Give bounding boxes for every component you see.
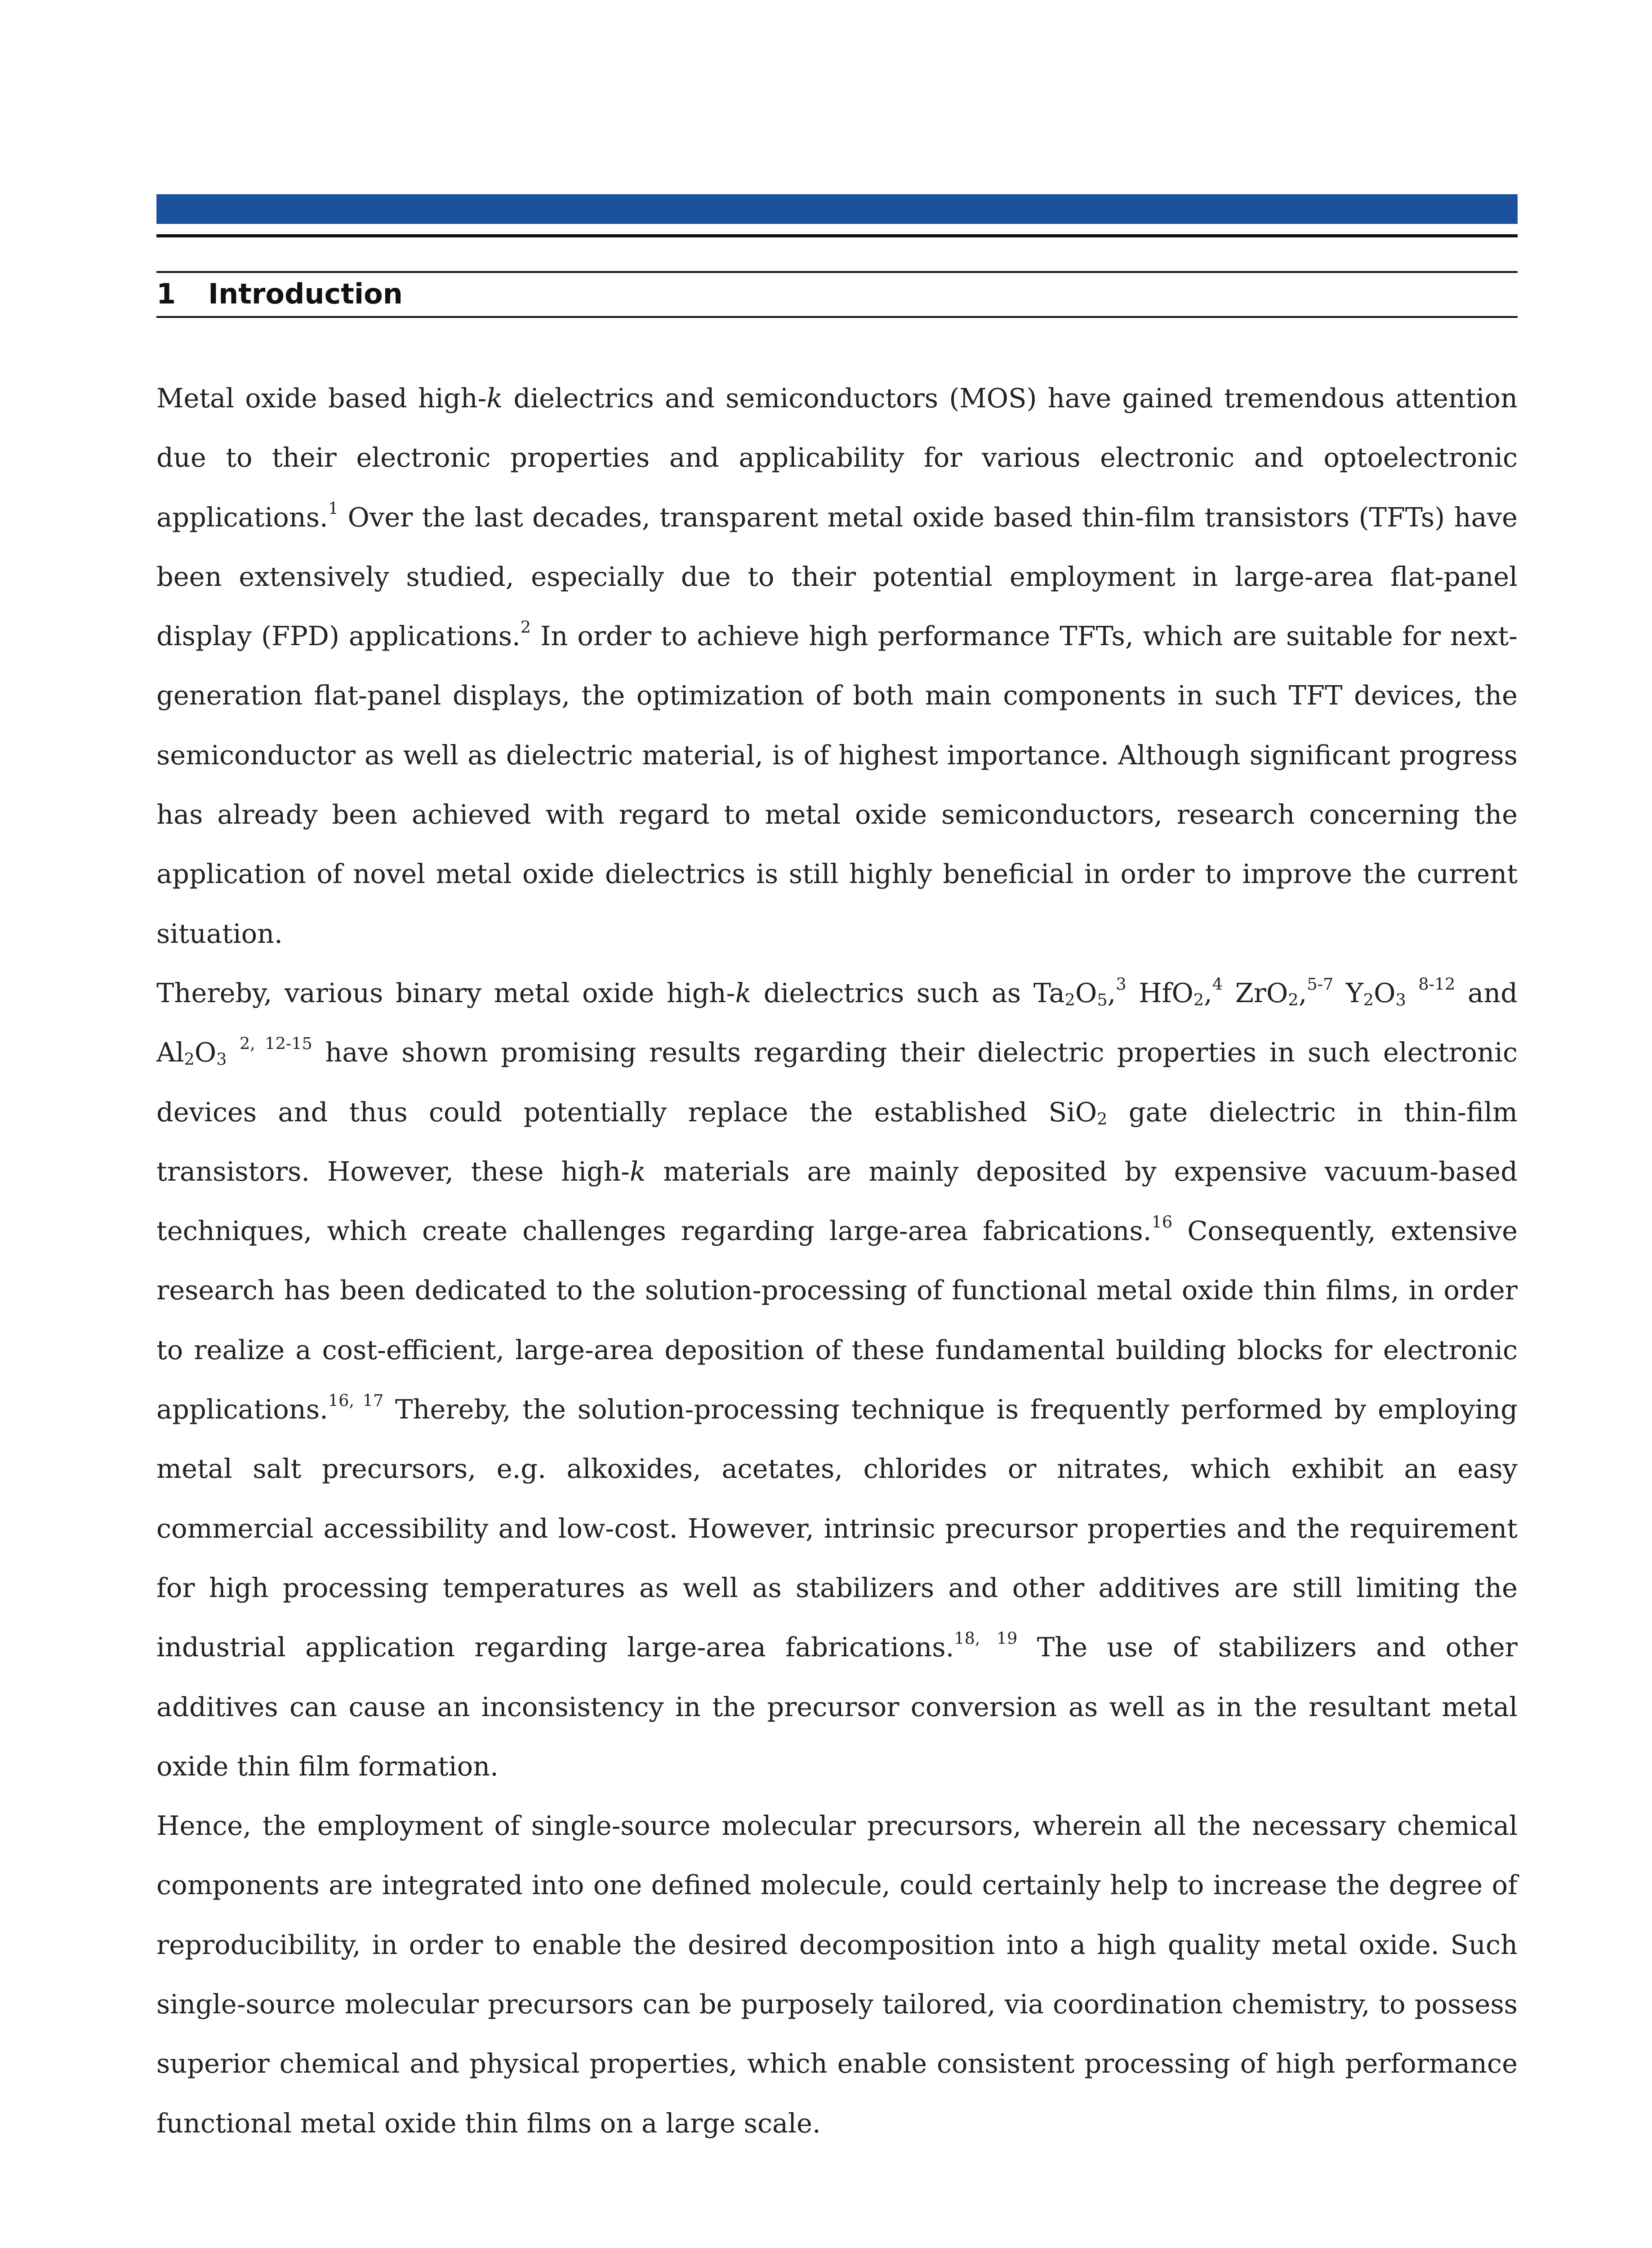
text-run: and Al bbox=[156, 977, 1518, 1068]
text-run: Thereby, various binary metal oxide high- bbox=[156, 977, 735, 1008]
heading-top-rule bbox=[156, 271, 1518, 273]
text-run: Hence, the employment of single-source molecular precursors, wherein all the necessary chemical components are integrated into one defined molecule, could certainly help to increase the degree of reproducibility, in order to enable the desired decomposition into a high quality metal oxide. Such single-source molecular precursors can be purposely tailored, via coordination chemistry, to possess superior chemical and physical properties, which enable consistent processing of high performance functional metal oxide thin films on a large scale. bbox=[156, 1810, 1518, 2139]
text-run: have shown promising results regarding their dielectric properties in such electronic devices and thus could potentially replace the established SiO bbox=[156, 1037, 1518, 1128]
text-run: HfO bbox=[1126, 977, 1193, 1008]
heading-bottom-rule bbox=[156, 316, 1518, 318]
citation-ref: 1 bbox=[328, 499, 339, 518]
subscript: 3 bbox=[216, 1049, 227, 1069]
text-run bbox=[227, 1037, 240, 1068]
paragraph-3 bbox=[156, 1796, 1518, 2153]
text-run: , bbox=[1298, 977, 1307, 1008]
subscript: 2 bbox=[1363, 990, 1374, 1010]
text-run: materials are mainly deposited by expensive vacuum-based techniques, which create challenges regarding large-area fabrications. bbox=[156, 1155, 1518, 1247]
text-run bbox=[1406, 977, 1419, 1008]
subscript: 2 bbox=[1064, 990, 1075, 1010]
text-run: Y bbox=[1333, 977, 1363, 1008]
section-heading bbox=[156, 275, 403, 313]
citation-ref: 18, 19 bbox=[954, 1628, 1018, 1648]
text-run: O bbox=[1374, 977, 1396, 1008]
citation-ref: 8-12 bbox=[1418, 974, 1456, 994]
subscript: 2 bbox=[1193, 990, 1204, 1010]
paragraph-1 bbox=[156, 369, 1518, 963]
text-run: gate dielectric in thin-film transistors. However, these high- bbox=[156, 1096, 1518, 1187]
text-run: O bbox=[1075, 977, 1097, 1008]
italic-k: k bbox=[629, 1155, 646, 1187]
section-title: Introduction bbox=[208, 277, 403, 310]
header-rule-thick bbox=[156, 234, 1518, 237]
text-run: Consequently, extensive research has been dedicated to the solution-processing of functional metal oxide thin films, in order to realize a cost-efficient, large-area deposition of these fundamental building blocks for electronic applications. bbox=[156, 1215, 1518, 1425]
subscript: 5 bbox=[1097, 990, 1108, 1010]
citation-ref: 2 bbox=[520, 617, 531, 637]
italic-k: k bbox=[486, 383, 503, 414]
section-number: 1 bbox=[156, 277, 176, 310]
text-run: Thereby, the solution-processing technique is frequently performed by employing metal salt precursors, e.g. alkoxides, acetates, chlorides or nitrates, which exhibit an easy commercial accessibility and low-cost. However, intrinsic precursor properties and the requirement for high processing temperatures as well as stabilizers and other additives are still limiting the industrial application regarding large-area fabrications. bbox=[156, 1394, 1518, 1663]
subscript: 2 bbox=[1288, 990, 1299, 1010]
subscript: 3 bbox=[1395, 990, 1406, 1010]
paragraph-2 bbox=[156, 963, 1518, 1796]
text-run: ZrO bbox=[1223, 977, 1288, 1008]
subscript: 2 bbox=[1097, 1109, 1108, 1128]
citation-ref: 4 bbox=[1212, 974, 1223, 994]
citation-ref: 5-7 bbox=[1307, 974, 1334, 994]
text-run: , bbox=[1204, 977, 1212, 1008]
text-run: , bbox=[1107, 977, 1116, 1008]
text-run: Over the last decades, transparent metal oxide based thin-film transistors (TFTs) have been extensively studied, especially due to their potential employment in large-area flat-panel display (FPD) applications. bbox=[156, 501, 1518, 652]
header-accent-bar bbox=[156, 194, 1518, 224]
text-run: dielectrics such as Ta bbox=[751, 977, 1065, 1008]
italic-k: k bbox=[735, 977, 752, 1008]
text-run: The use of stabilizers and other additives can cause an inconsistency in the precursor conversion as well as in the resultant metal oxide thin film formation. bbox=[156, 1632, 1518, 1782]
body-text bbox=[156, 369, 1518, 2153]
text-run: Metal oxide based high- bbox=[156, 383, 487, 414]
text-run: In order to achieve high performance TFTs, which are suitable for next-generation flat-panel displays, the optimization of both main components in such TFT devices, the semiconductor as well as dielectric material, is of highest importance. Although significant progress has already been achieved with regard to metal oxide semiconductors, research concerning the application of novel metal oxide dielectrics is still highly beneficial in order to improve the current situation. bbox=[156, 620, 1518, 949]
citation-ref: 3 bbox=[1116, 974, 1127, 994]
citation-ref: 16, 17 bbox=[328, 1391, 384, 1410]
text-run: dielectrics and semiconductors (MOS) have gained tremendous attention due to their electronic properties and applicability for various electronic and optoelectronic applications. bbox=[156, 383, 1518, 533]
text-run: O bbox=[194, 1037, 217, 1068]
citation-ref: 16 bbox=[1151, 1212, 1173, 1232]
subscript: 2 bbox=[184, 1049, 195, 1069]
citation-ref: 2, 12-15 bbox=[239, 1034, 312, 1053]
